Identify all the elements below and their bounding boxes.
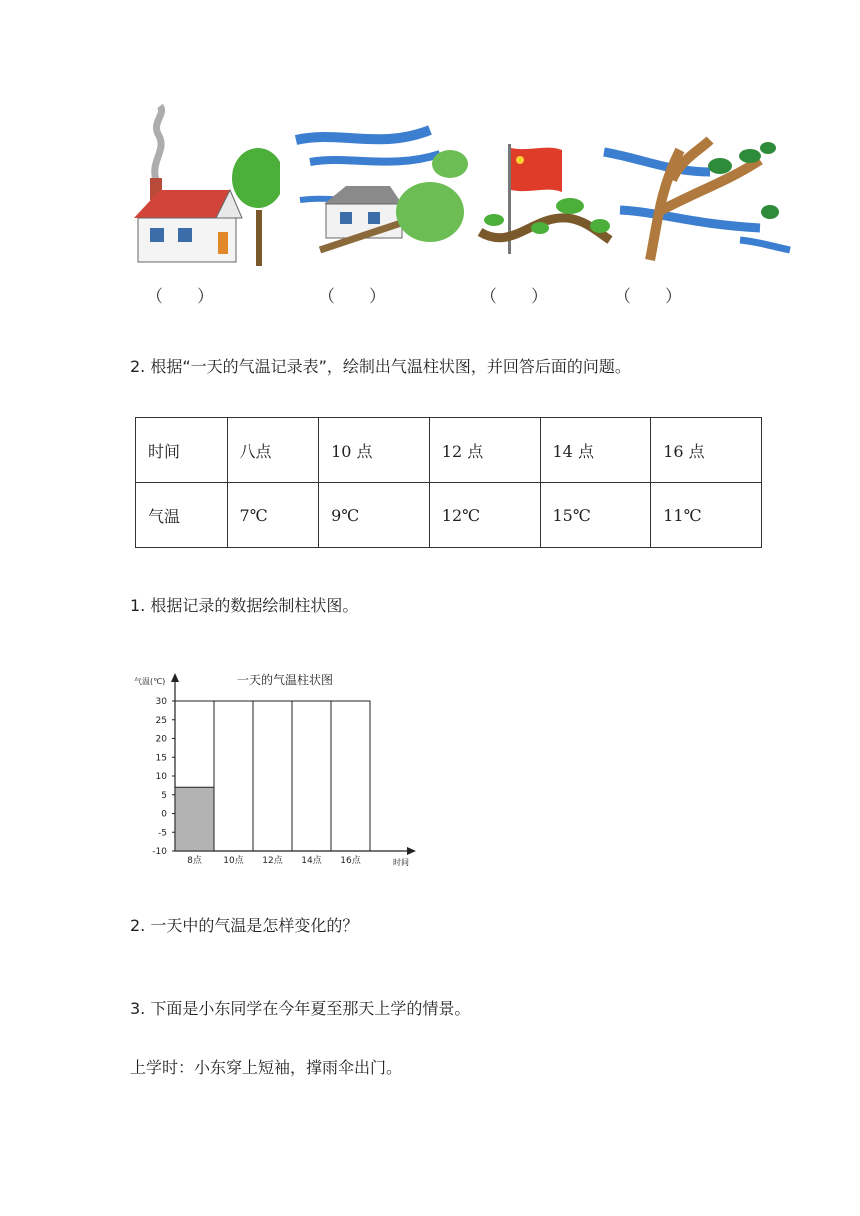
sub-question-2: 2. 一天中的气温是怎样变化的？ — [130, 916, 359, 935]
flag-and-tree-illustration — [470, 100, 620, 270]
table-cell: 16 点 — [651, 418, 762, 483]
table-cell: 10 点 — [319, 418, 430, 483]
table-cell: 八点 — [227, 418, 319, 483]
y-tick-label: 30 — [155, 697, 167, 707]
y-tick-label: -10 — [152, 847, 167, 857]
y-tick-label: -5 — [158, 828, 167, 839]
table-cell: 12℃ — [429, 483, 540, 548]
question-3-line-1: 上学时：小东穿上短袖，撑雨伞出门。 — [130, 1058, 403, 1077]
x-tick-label: 10点 — [223, 856, 244, 866]
temperature-record-table — [135, 417, 762, 548]
answer-blank-4[interactable]: （ ） — [614, 287, 682, 307]
temperature-bar-chart — [130, 668, 430, 873]
bar-frame — [331, 701, 370, 851]
storm-damaged-house-illustration — [290, 100, 475, 270]
house-with-smoke-illustration — [130, 100, 280, 270]
table-cell: 12 点 — [429, 418, 540, 483]
table-cell: 时间 — [136, 418, 228, 483]
x-axis-arrow — [407, 847, 416, 855]
x-tick-label: 8点 — [187, 856, 202, 866]
y-tick-label: 20 — [155, 734, 167, 745]
y-axis-label: 气温(℃) — [134, 677, 166, 686]
table-row — [136, 483, 762, 548]
chart-title: 一天的气温柱状图 — [236, 673, 334, 687]
table-cell: 11℃ — [651, 483, 762, 548]
x-tick-label: 16点 — [340, 856, 361, 866]
bar-frame — [292, 701, 331, 851]
table-cell: 15℃ — [540, 483, 651, 548]
bar-frame — [253, 701, 292, 851]
y-tick-label: 15 — [155, 753, 167, 764]
y-tick-label: 5 — [161, 790, 167, 801]
y-axis-arrow — [171, 673, 179, 682]
x-tick-label: 14点 — [301, 856, 322, 866]
table-cell: 14 点 — [540, 418, 651, 483]
x-axis-label: 时间 — [393, 858, 409, 867]
y-tick-label: 0 — [161, 809, 167, 820]
question-2-prompt: 2. 根据“一天的气温记录表”，绘制出气温柱状图，并回答后面的问题。 — [130, 357, 631, 376]
table-row — [136, 418, 762, 483]
question-3-prompt: 3. 下面是小东同学在今年夏至那天上学的情景。 — [130, 999, 471, 1018]
bar — [175, 787, 214, 851]
sub-question-1: 1. 根据记录的数据绘制柱状图。 — [130, 596, 359, 615]
y-tick-label: 10 — [155, 772, 167, 782]
y-tick-label: 25 — [155, 715, 167, 726]
answer-blank-3[interactable]: （ ） — [480, 287, 548, 307]
answer-blank-1[interactable]: （ ） — [146, 287, 214, 307]
table-cell: 气温 — [136, 483, 228, 548]
wind-bent-tree-illustration — [600, 100, 800, 270]
x-tick-label: 12点 — [262, 856, 283, 866]
table-cell: 9℃ — [319, 483, 430, 548]
answer-blank-2[interactable]: （ ） — [318, 287, 386, 307]
table-cell: 7℃ — [227, 483, 319, 548]
bar-frame — [214, 701, 253, 851]
